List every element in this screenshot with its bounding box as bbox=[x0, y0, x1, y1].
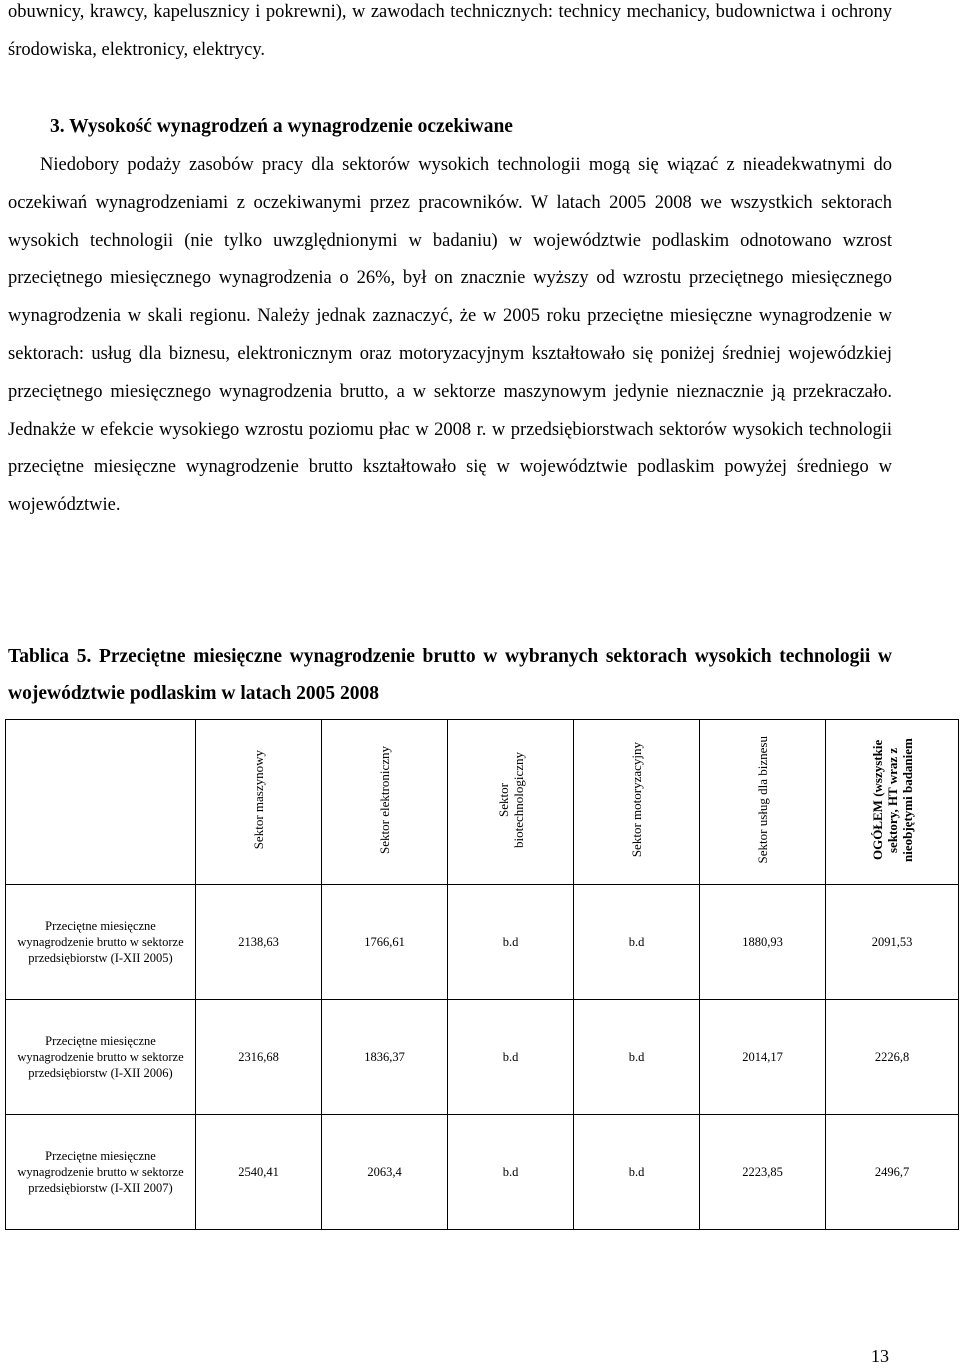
salary-table bbox=[5, 719, 959, 1230]
table-cell: 1766,61 bbox=[322, 885, 448, 1000]
table-cell: b.d bbox=[574, 1000, 700, 1115]
table-cell: 2540,41 bbox=[196, 1115, 322, 1230]
table-row bbox=[6, 1000, 959, 1115]
table-cell: 2138,63 bbox=[196, 885, 322, 1000]
body-paragraph: Niedobory podaży zasobów pracy dla sektorów wysokich technologii mogą się wiązać z nieadekwatnymi do oczekiwań wynagrodzeniami z oczekiwanymi przez pracowników. W latach 2005 2008 we wszystkich sektorach wysokich technologii (nie tylko uwzględnionymi w badaniu) w województwie podlaskim odnotowano wzrost przeciętnego miesięcznego wynagrodzenia o 26%, był on znacznie wyższy od wzrostu przeciętnego miesięcznego wynagrodzenia w skali regionu. Należy jednak zaznaczyć, że w 2005 roku przeciętne miesięczne wynagrodzenie w sektorach: usług dla biznesu, elektronicznym oraz motoryzacyjnym kształtowało się poniżej średniej wojewódzkiej przeciętnego miesięcznego wynagrodzenia brutto, a w sektorze maszynowym jedynie nieznacznie ją przekraczało. Jednakże w efekcie wysokiego wzrostu poziomu płac w 2008 r. w przedsiębiorstwach sektorów wysokich technologii przeciętne miesięczne wynagrodzenie brutto kształtowało się w województwie podlaskim powyżej średniego w województwie. bbox=[8, 155, 892, 516]
header-corner bbox=[6, 720, 196, 885]
table-cell: 2316,68 bbox=[196, 1000, 322, 1115]
table-cell: b.d bbox=[574, 1115, 700, 1230]
table-row bbox=[6, 885, 959, 1000]
column-header: Sektor maszynowy bbox=[196, 720, 322, 885]
column-header: Sektor biotechnologiczny bbox=[448, 720, 574, 885]
table-cell-total: 2226,8 bbox=[826, 1000, 959, 1115]
page-number: 13 bbox=[871, 1346, 889, 1366]
table-header-row bbox=[6, 720, 959, 885]
column-header: Sektor elektroniczny bbox=[322, 720, 448, 885]
table-cell-total: 2091,53 bbox=[826, 885, 959, 1000]
column-header: Sektor motoryzacyjny bbox=[574, 720, 700, 885]
table-cell: 1836,37 bbox=[322, 1000, 448, 1115]
table-cell: 2063,4 bbox=[322, 1115, 448, 1230]
table-cell: b.d bbox=[448, 885, 574, 1000]
table-caption: Tablica 5. Przeciętne miesięczne wynagrodzenie brutto w wybranych sektorach wysokich technologii w województwie podlaskim w latach 2005 2008 bbox=[8, 646, 892, 704]
table-row bbox=[6, 1115, 959, 1230]
table-cell: b.d bbox=[448, 1000, 574, 1115]
row-label: Przeciętne miesięczne wynagrodzenie brutto w sektorze przedsiębiorstw (I-XII 2006) bbox=[6, 1000, 196, 1115]
column-header: Sektor usług dla biznesu bbox=[700, 720, 826, 885]
table-cell-total: 2496,7 bbox=[826, 1115, 959, 1230]
table-cell: 1880,93 bbox=[700, 885, 826, 1000]
table-cell: 2014,17 bbox=[700, 1000, 826, 1115]
row-label: Przeciętne miesięczne wynagrodzenie brutto w sektorze przedsiębiorstw (I-XII 2007) bbox=[6, 1115, 196, 1230]
table-cell: b.d bbox=[574, 885, 700, 1000]
table-cell: 2223,85 bbox=[700, 1115, 826, 1230]
section-heading: 3. Wysokość wynagrodzeń a wynagrodzenie oczekiwane bbox=[50, 116, 513, 137]
table-cell: b.d bbox=[448, 1115, 574, 1230]
row-label: Przeciętne miesięczne wynagrodzenie brutto w sektorze przedsiębiorstw (I-XII 2005) bbox=[6, 885, 196, 1000]
column-header-total: OGÓŁEM (wszystkie sektory, HT wraz z nieobjętymi badaniem bbox=[826, 720, 959, 885]
intro-paragraph: obuwnicy, krawcy, kapelusznicy i pokrewni), w zawodach technicznych: technicy mechanicy, budownictwa i ochrony środowiska, elektronicy, elektrycy. bbox=[8, 2, 892, 60]
